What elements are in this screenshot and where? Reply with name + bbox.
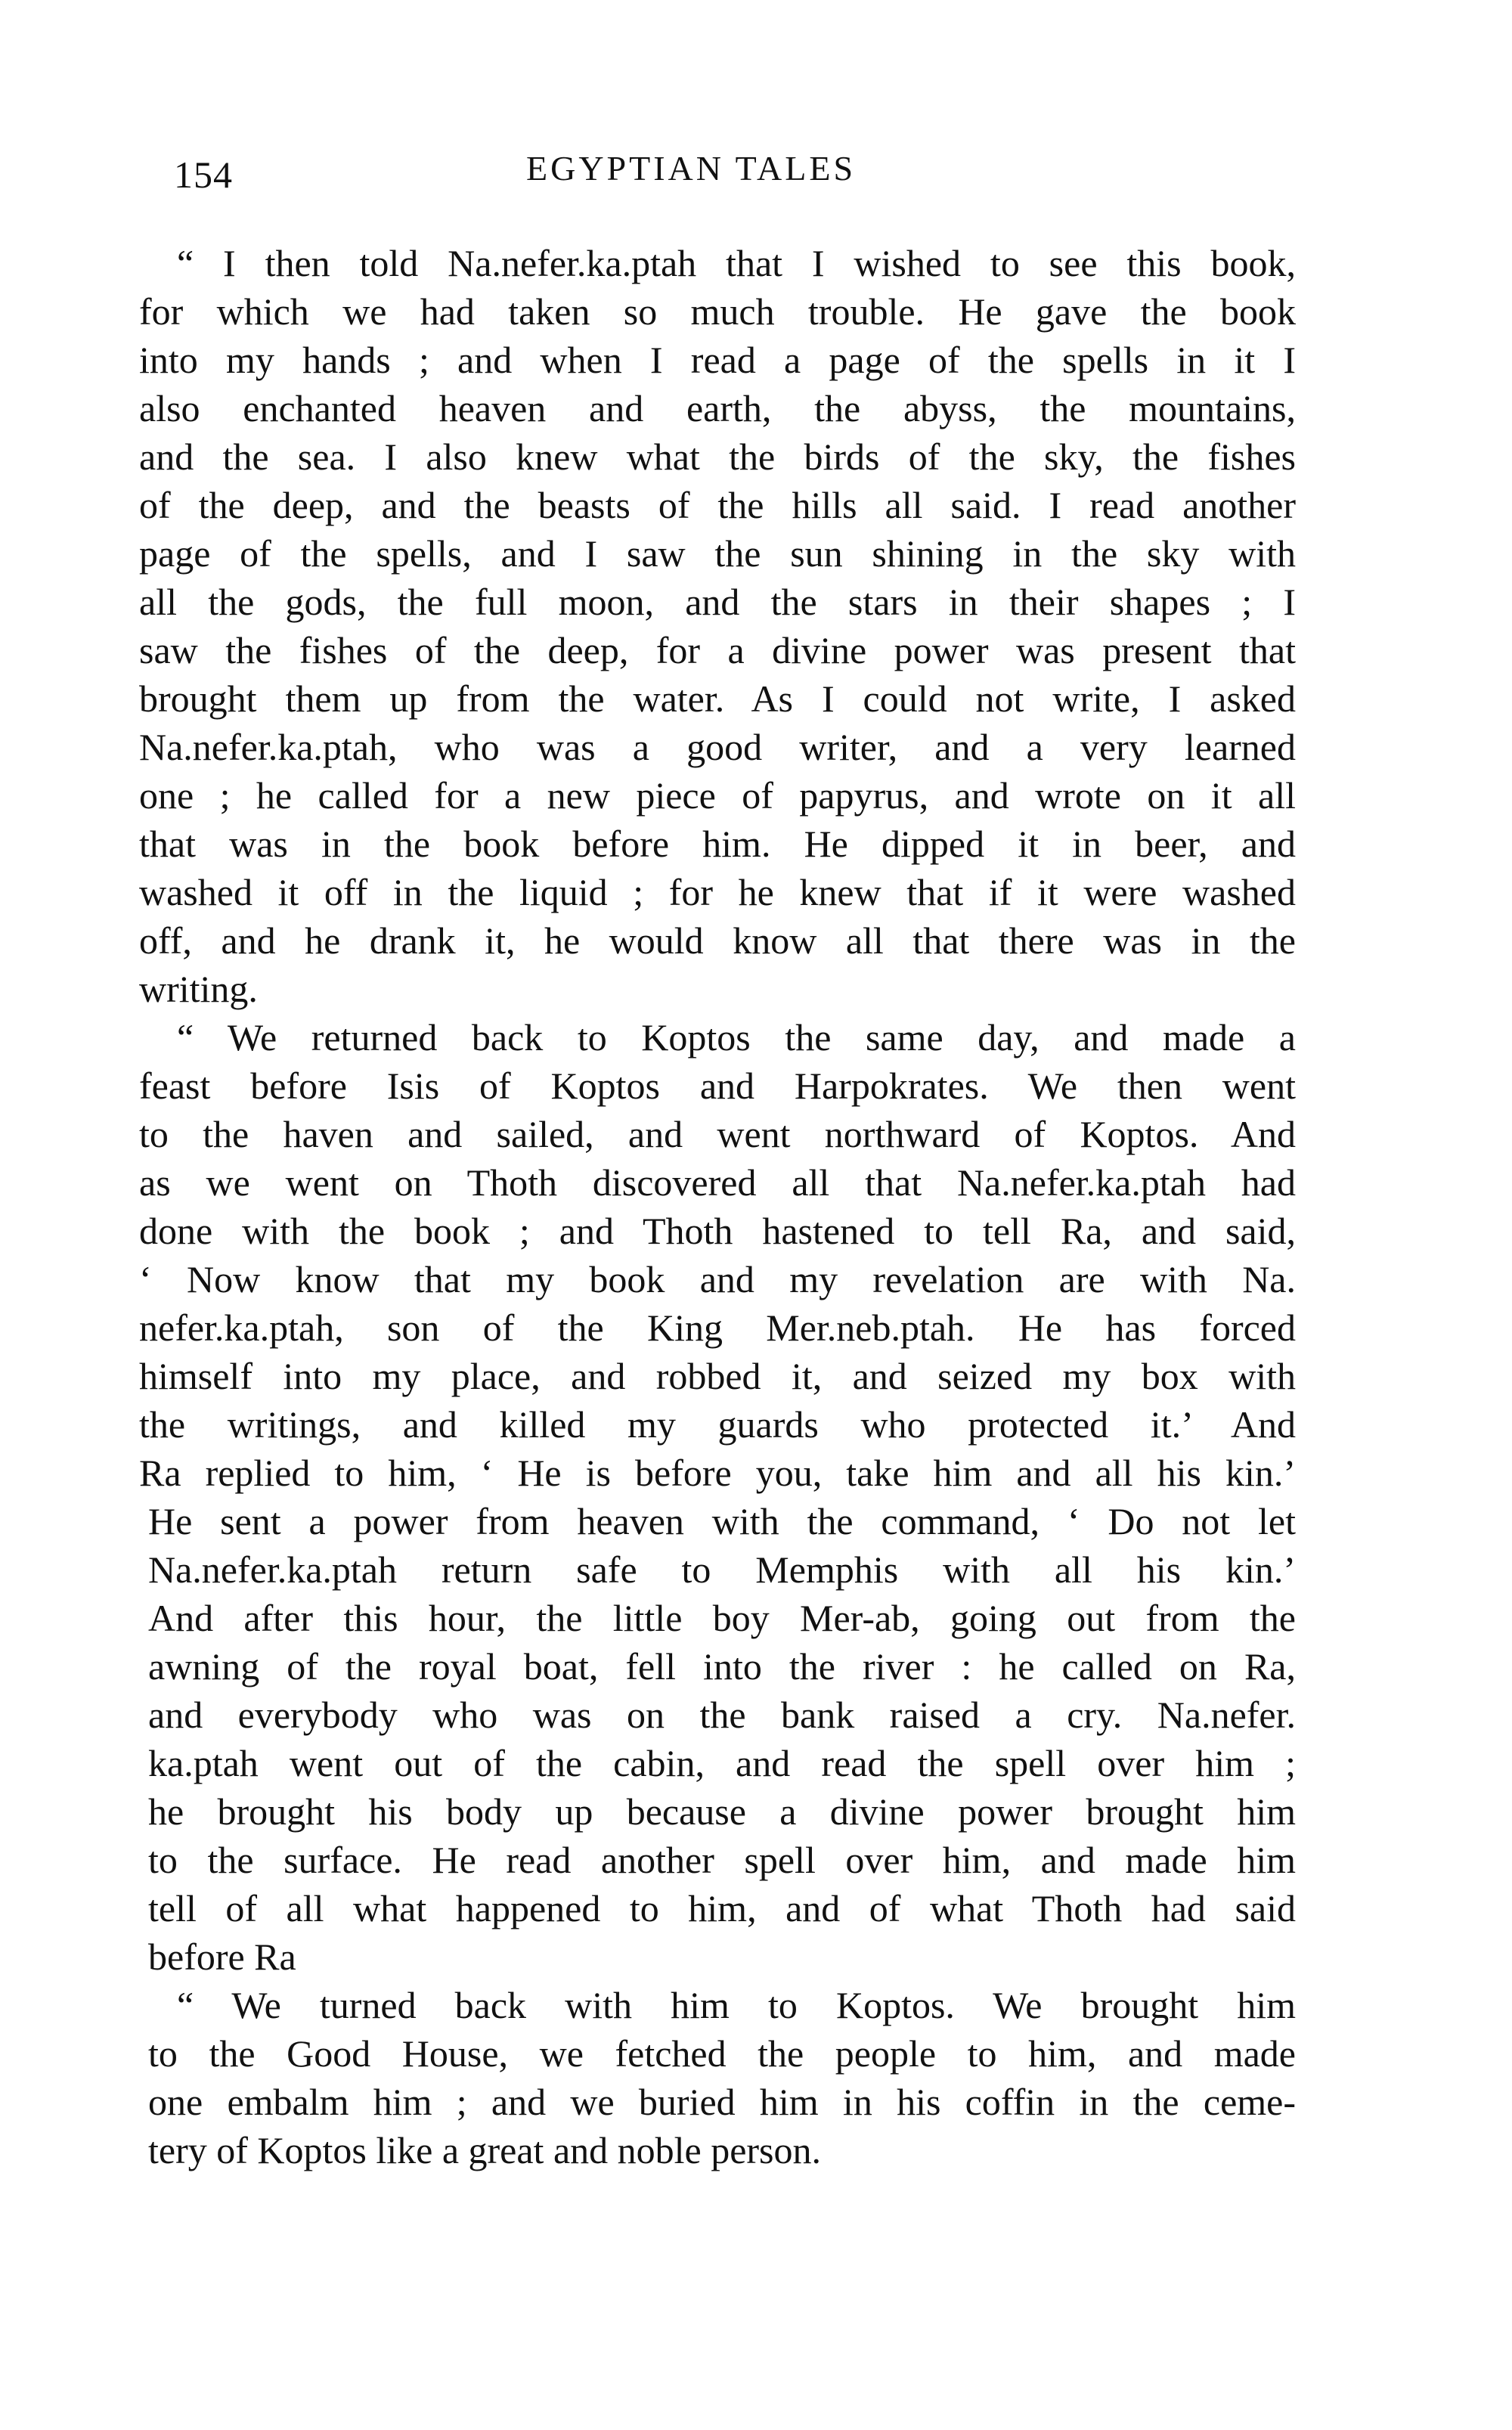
text-line: writing. bbox=[139, 968, 258, 1010]
text-line: He sent a power from heaven with the command, ‘ Do not let bbox=[148, 1500, 1296, 1542]
text-line: done with the book ; and Thoth hastened to tell Ra, and said, bbox=[139, 1210, 1296, 1252]
text-line: tery of Koptos like a great and noble person. bbox=[148, 2129, 822, 2171]
text-line: Na.nefer.ka.ptah, who was a good writer, and a very learned bbox=[139, 726, 1296, 768]
text-line: and the sea. I also knew what the birds of the sky, the fishes bbox=[139, 435, 1296, 478]
text-line: the writings, and killed my guards who protected it.’ And bbox=[139, 1403, 1296, 1446]
text-line: that was in the book before him. He dipped it in beer, and bbox=[139, 823, 1296, 865]
text-line: as we went on Thoth discovered all that Na.nefer.ka.ptah had bbox=[139, 1161, 1296, 1204]
text-line: brought them up from the water. As I could not write, I asked bbox=[139, 677, 1296, 720]
text-line: Na.nefer.ka.ptah return safe to Memphis with all his kin.’ bbox=[148, 1548, 1296, 1591]
text-line: ‘ Now know that my book and my revelation are with Na. bbox=[139, 1258, 1296, 1300]
text-line: himself into my place, and robbed it, and seized my box with bbox=[139, 1355, 1296, 1397]
text-line: to the surface. He read another spell over him, and made him bbox=[148, 1839, 1296, 1881]
paragraph bbox=[139, 1981, 1296, 2174]
text-line: And after this hour, the little boy Mer-ab, going out from the bbox=[148, 1597, 1296, 1639]
paragraph bbox=[139, 239, 1296, 1013]
text-line: “ We returned back to Koptos the same day, and made a bbox=[177, 1016, 1296, 1058]
text-line: nefer.ka.ptah, son of the King Mer.neb.ptah. He has forced bbox=[139, 1306, 1296, 1349]
text-line: page of the spells, and I saw the sun shining in the sky with bbox=[139, 532, 1296, 575]
text-line: off, and he drank it, he would know all that there was in the bbox=[139, 919, 1296, 962]
text-line: to the haven and sailed, and went northward of Koptos. And bbox=[139, 1113, 1296, 1155]
text-line: saw the fishes of the deep, for a divine power was present that bbox=[139, 629, 1296, 671]
text-line: washed it off in the liquid ; for he knew that if it were washed bbox=[139, 871, 1296, 913]
text-line: “ I then told Na.nefer.ka.ptah that I wished to see this book, bbox=[177, 242, 1296, 284]
text-line: to the Good House, we fetched the people to him, and made bbox=[148, 2032, 1296, 2075]
text-line: feast before Isis of Koptos and Harpokrates. We then went bbox=[139, 1065, 1296, 1107]
page-number: 154 bbox=[174, 153, 233, 196]
text-line: “ We turned back with him to Koptos. We brought him bbox=[177, 1984, 1296, 2026]
text-line: for which we had taken so much trouble. He gave the book bbox=[139, 290, 1296, 333]
text-line: tell of all what happened to him, and of what Thoth had said bbox=[148, 1887, 1296, 1929]
text-line: into my hands ; and when I read a page of the spells in it I bbox=[139, 339, 1296, 381]
text-line: awning of the royal boat, fell into the river : he called on Ra, bbox=[148, 1645, 1296, 1688]
text-line: one ; he called for a new piece of papyrus, and wrote on it all bbox=[139, 774, 1296, 817]
text-line: of the deep, and the beasts of the hills all said. I read another bbox=[139, 484, 1296, 526]
text-line: before Ra bbox=[148, 1936, 296, 1978]
text-line: one embalm him ; and we buried him in his coffin in the ceme- bbox=[148, 2081, 1296, 2123]
text-line: also enchanted heaven and earth, the abyss, the mountains, bbox=[139, 387, 1296, 429]
paragraph bbox=[139, 1013, 1296, 1981]
text-line: Ra replied to him, ‘ He is before you, take him and all his kin.’ bbox=[139, 1452, 1296, 1494]
text-line: ka.ptah went out of the cabin, and read the spell over him ; bbox=[148, 1742, 1296, 1784]
text-line: and everybody who was on the bank raised a cry. Na.nefer. bbox=[148, 1694, 1296, 1736]
body-text bbox=[139, 239, 1296, 2174]
running-title: EGYPTIAN TALES bbox=[526, 149, 857, 188]
text-line: all the gods, the full moon, and the stars in their shapes ; I bbox=[139, 581, 1296, 623]
text-line: he brought his body up because a divine power brought him bbox=[148, 1790, 1296, 1833]
page-header bbox=[174, 148, 1308, 209]
